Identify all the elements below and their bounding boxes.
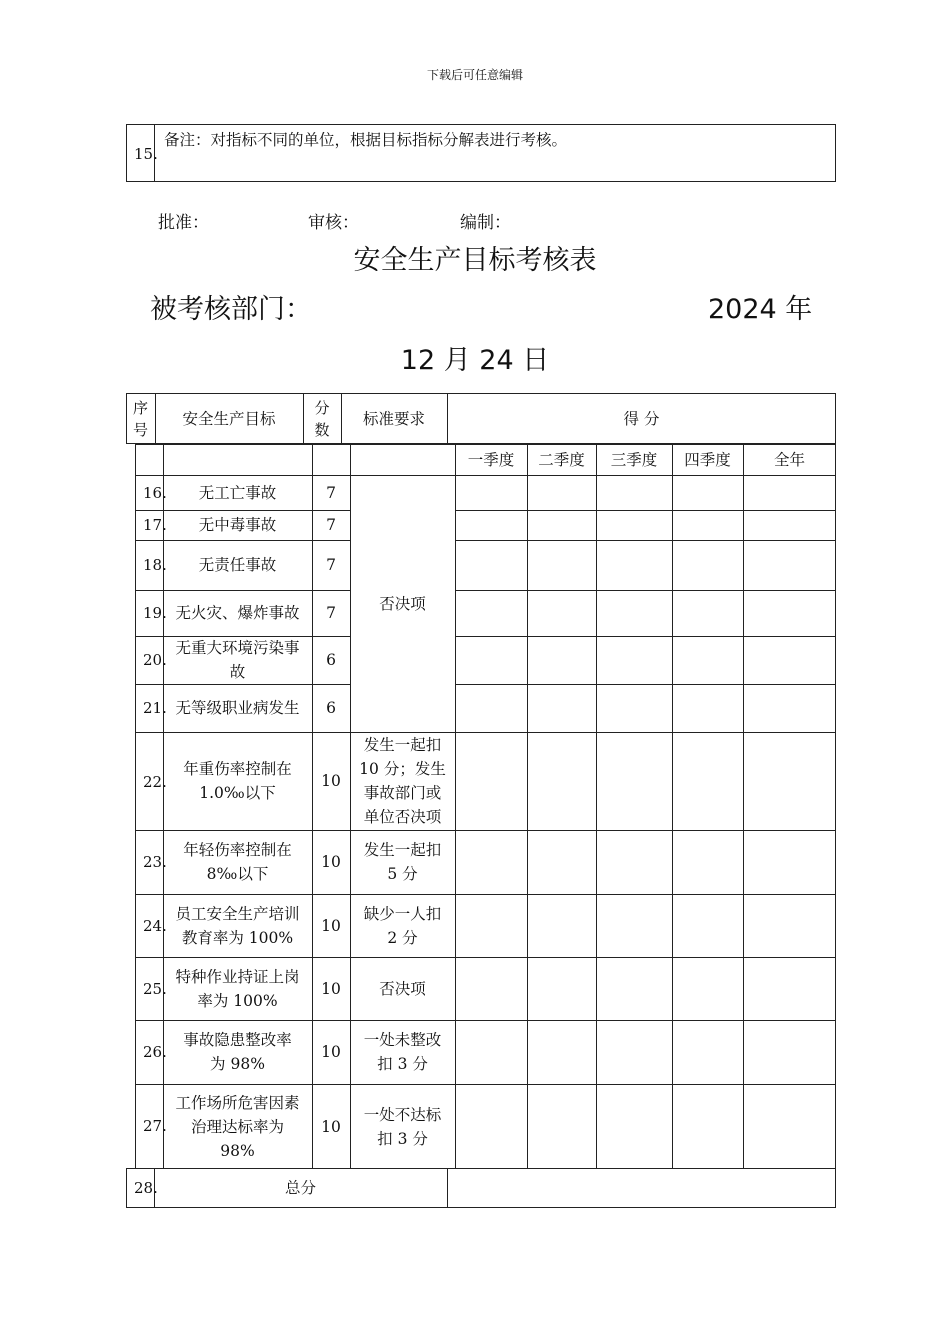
quarter-header: 一季度 — [467, 450, 515, 469]
page-title: 安全生产目标考核表 — [353, 245, 597, 276]
year-label: 2024 年 — [708, 294, 813, 325]
header-target: 安全生产目标 — [182, 409, 276, 428]
quarter-header: 全年 — [773, 450, 805, 469]
header-result: 得 分 — [623, 409, 660, 428]
date-label: 12 月 24 日 — [400, 345, 550, 376]
total-number: 28. — [134, 1179, 158, 1197]
compile-label: 编制： — [460, 213, 511, 233]
veto-merged-cell: 否决项 — [379, 594, 426, 613]
remark-text: 备注：对指标不同的单位，根据目标指标分解表进行考核。 — [164, 131, 568, 149]
header-score: 分 数 — [314, 398, 330, 439]
dept-label: 被考核部门： — [150, 294, 312, 325]
review-label: 审核： — [308, 213, 359, 233]
quarter-header: 二季度 — [538, 450, 585, 469]
quarter-header: 三季度 — [610, 450, 658, 469]
header-no: 序 号 — [132, 398, 148, 439]
header-note: 下载后可任意编辑 — [426, 68, 523, 82]
remark-number: 15. — [134, 145, 158, 163]
quarter-header: 四季度 — [684, 450, 731, 469]
header-standard: 标准要求 — [362, 409, 425, 428]
total-label: 总分 — [284, 1179, 316, 1197]
approve-label: 批准： — [158, 213, 209, 233]
